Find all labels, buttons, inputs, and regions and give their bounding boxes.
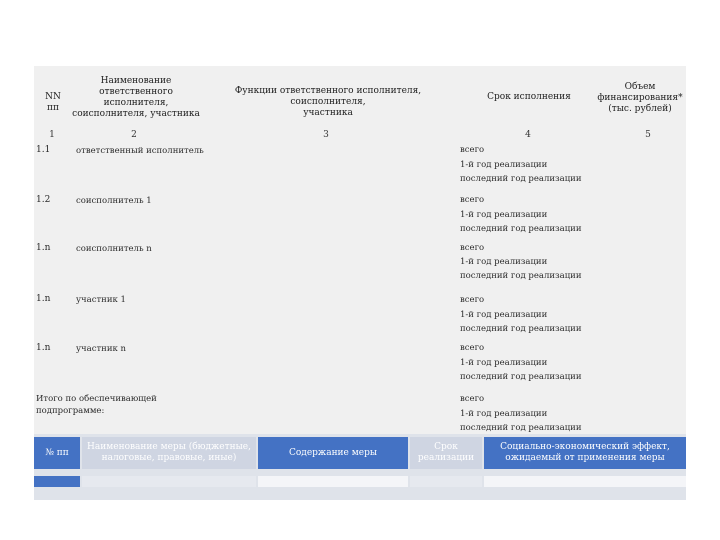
row-line-total: всего [460,145,485,155]
measures-header-content: Содержание меры [258,437,408,469]
row-line-total: всего [460,295,485,305]
row-id: 1.n [36,343,51,353]
summary-line-total: всего [460,394,485,404]
row-line-first-year: 1-й год реализации [460,160,548,170]
measures-empty-cell [82,476,256,487]
row-id: 1.1 [36,145,51,155]
row-line-total: всего [460,243,485,253]
row-line-last-year: последний год реализации [460,174,582,184]
row-name: участник n [76,344,126,354]
row-name: участник 1 [76,295,126,305]
header-funding: Объем финансирования* (тыс. рублей) [597,82,683,114]
row-line-first-year: 1-й год реализации [460,257,548,267]
row-line-total: всего [460,195,485,205]
measures-header-effect: Социально-экономический эффект, ожидаемый от применения меры [484,437,686,469]
row-line-first-year: 1-й год реализации [460,310,548,320]
header-term: Срок исполнения [487,92,571,102]
measures-empty-cell [484,476,686,487]
row-line-first-year: 1-й год реализации [460,210,548,220]
row-id: 1.n [36,294,51,304]
col-number-2: 2 [131,130,137,140]
measures-header-num: № пп [34,437,80,469]
row-line-last-year: последний год реализации [460,372,582,382]
row-id: 1.2 [36,195,51,205]
row-line-last-year: последний год реализации [460,224,582,234]
col-number-5: 5 [645,130,651,140]
header-nn: NN пп [45,92,61,113]
col-number-4: 4 [525,130,531,140]
measures-empty-cell [258,476,408,487]
row-line-total: всего [460,343,485,353]
row-line-last-year: последний год реализации [460,271,582,281]
row-line-first-year: 1-й год реализации [460,358,548,368]
summary-line-last-year: последний год реализации [460,423,582,433]
summary-label: Итого по обеспечивающей подпрограмме: [36,394,157,416]
measures-empty-cell [410,476,482,487]
row-line-last-year: последний год реализации [460,324,582,334]
header-name: Наименование ответственного исполнителя, соисполнителя, участника [72,76,200,119]
row-name: ответственный исполнитель [76,146,204,156]
row-id: 1.n [36,243,51,253]
col-number-1: 1 [49,130,55,140]
col-number-3: 3 [323,130,329,140]
row-name: соисполнитель n [76,244,152,254]
summary-line-first-year: 1-й год реализации [460,409,548,419]
row-name: соисполнитель 1 [76,196,152,206]
measures-header-name: Наименование меры (бюджетные, налоговые, правовые, иные) [82,437,256,469]
header-functions: Функции ответственного исполнителя, соисполнителя, участника [234,86,422,118]
measures-header-term: Срок реализации [410,437,482,469]
measures-empty-cell [34,476,80,487]
